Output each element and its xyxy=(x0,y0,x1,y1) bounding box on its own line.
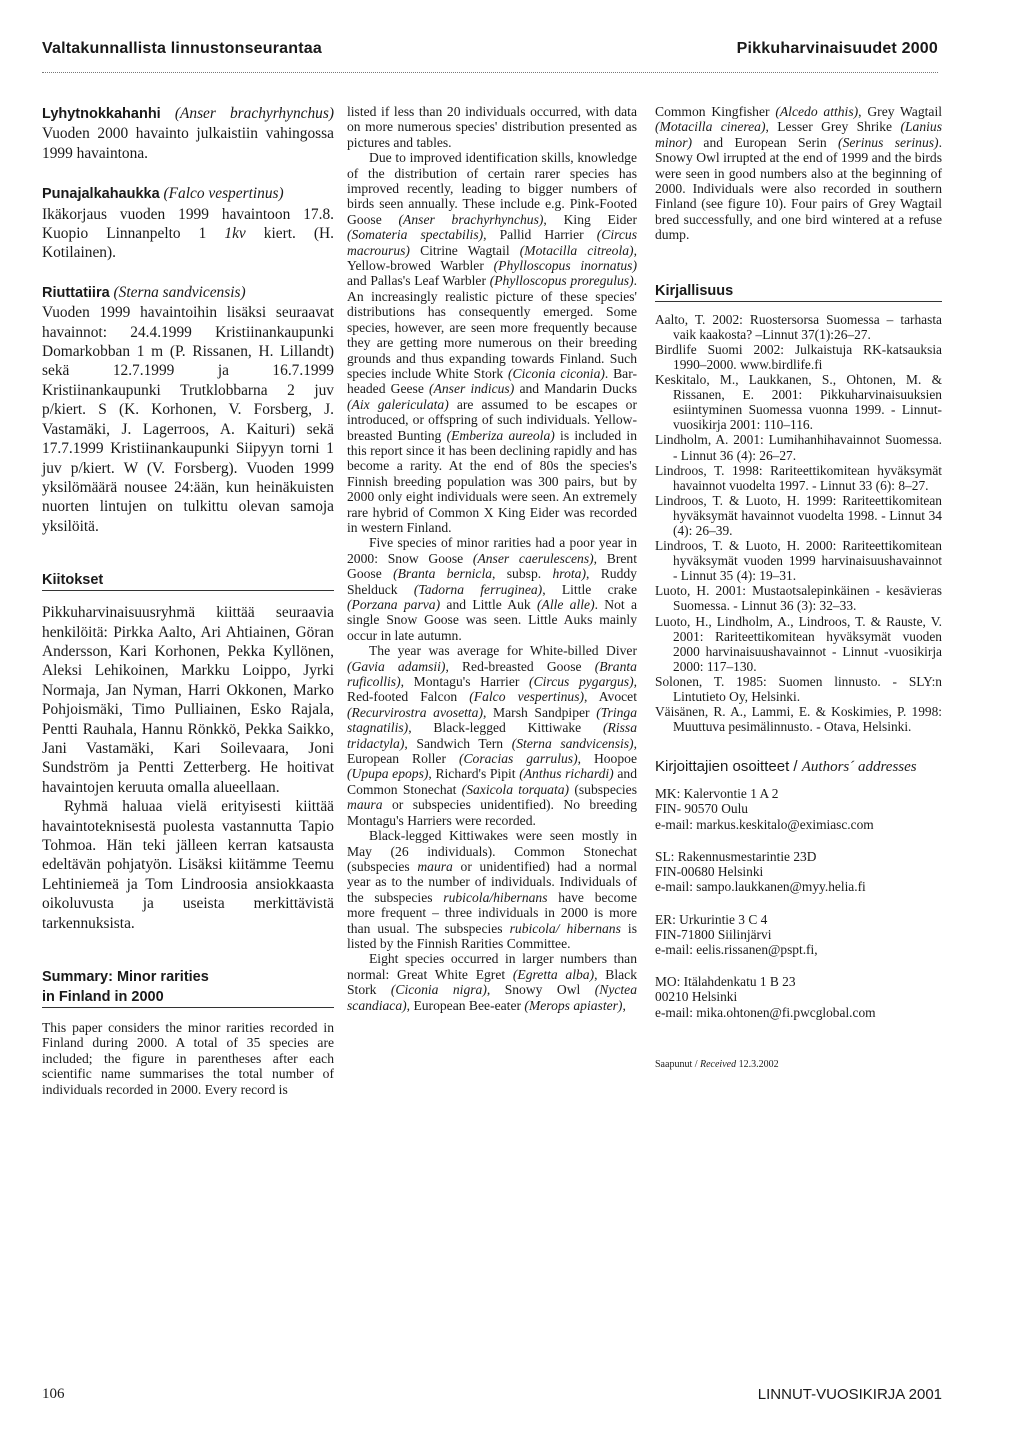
text-run: Common Kingfisher xyxy=(655,104,770,119)
text-run: and Common Stonechat xyxy=(347,766,637,797)
address-line: FIN- 90570 Oulu xyxy=(655,801,748,817)
summary-title-line-2: in Finland in 2000 xyxy=(42,987,334,1008)
scientific-name: (Serinus serinus) xyxy=(838,134,939,150)
scientific-name: (Saxicola torquata) xyxy=(461,781,570,797)
text-run: , European Roller xyxy=(347,735,637,767)
text-run: , Montagu's Harrier xyxy=(400,674,520,690)
species-entry-vespertinus xyxy=(42,184,334,263)
text-run: , Richard's Pipit xyxy=(428,766,516,782)
address-line: MO: Itälahdenkatu 1 B 23 xyxy=(655,974,796,990)
text-run: . Not a single Snow Goose was seen. Little Auks mainly occur in late autumn. xyxy=(347,597,637,643)
page-number: 106 xyxy=(42,1386,65,1402)
address-block xyxy=(655,849,942,895)
scientific-name: (Motacilla cinerea) xyxy=(655,119,766,135)
reference-item: Luoto, H. 2001: Mustaotsalepinkäinen - kesävieras Suomessa. - Linnut 36 (3): 32–33. xyxy=(655,583,942,614)
reference-list xyxy=(655,312,942,735)
scientific-name: (Circus macrourus) xyxy=(347,227,637,258)
scientific-name: (Ciconia ciconia) xyxy=(507,365,605,381)
text-run: and Pallas's Leaf Warbler xyxy=(347,273,486,289)
text-run: , Little crake xyxy=(542,581,637,597)
scientific-name: (Coracias garrulus) xyxy=(458,751,578,767)
text-run: , Black-legged Kittiwake xyxy=(408,720,582,736)
summary-p2 xyxy=(347,150,637,535)
scientific-name: (Branta ruficollis) xyxy=(347,658,637,690)
scientific-name: (Phylloscopus proregulus) xyxy=(489,273,634,289)
text-run: . Snowy Owl irrupted at the end of 1999 and the birds were seen in good numbers also at the beginning of 2000. Individuals were also recorded in southern Finland (see figure 10). Four pairs of Grey Wagtail bred successfully, and one bird wintered at a refuse dump. xyxy=(655,134,942,243)
text-run: , Black Stork xyxy=(347,966,637,998)
email-address: e-mail: markus.keskitalo@eximiasc.com xyxy=(655,816,874,832)
text-run: , King Eider xyxy=(543,211,637,227)
species-entry-sandvicensis xyxy=(42,283,334,536)
text-run: Eight species occurred in larger numbers than normal: Great White Egret xyxy=(347,951,637,982)
species-name: Punajalkahaukka xyxy=(42,186,160,203)
summary-p1: listed if less than 20 individuals occurred, with data on more numerous species' distribution presented as pictures and tables. xyxy=(347,104,637,150)
address-block xyxy=(655,786,942,832)
text-run: (subspecies xyxy=(574,781,637,797)
scientific-name: (Alcedo atthis) xyxy=(775,104,859,119)
reference-item: Väisänen, R. A., Lammi, E. & Koskimies, P. 1998: Muuttuva pesimälinnusto. - Otava, Helsinki. xyxy=(655,704,942,735)
scientific-name: hrota) xyxy=(552,566,586,582)
text-run: , Red-breasted Goose xyxy=(445,658,582,674)
text-run: , Pallid Harrier xyxy=(483,227,584,243)
scientific-name: (Anser caerulescens) xyxy=(472,550,594,566)
scientific-name: maura xyxy=(417,858,453,874)
text-run: or unidentified) had a normal year as to the number of individuals. Individuals of the subspecies xyxy=(347,858,637,905)
scientific-name: (Motacilla citreola) xyxy=(519,242,634,258)
text-run: or subspecies unidentified). No breeding Montagu's Harriers were recorded. xyxy=(347,797,637,828)
scientific-name: (Egretta alba) xyxy=(512,966,595,982)
summary-title-line-1: Summary: Minor rarities xyxy=(42,969,209,986)
reference-item: Solonen, T. 1985: Suomen linnusto. - SLY:n Lintutieto Oy, Helsinki. xyxy=(655,673,942,704)
scientific-name: maura xyxy=(347,797,383,813)
scientific-name: (Branta bernicla xyxy=(393,566,493,582)
text-run: , Brent Goose xyxy=(347,550,638,582)
addresses-heading xyxy=(655,758,942,776)
text-run: . An increasingly realistic picture of these species' distributions has consequently emerged. Some species, however, are seen more frequently because they are getting more numerous on their breeding grounds and thus expanding towards Finland. Such species include White Stork xyxy=(347,273,637,381)
species-text: Vuoden 2000 havainto julkaistiin vahingossa 1999 havaintona. xyxy=(42,125,334,162)
header-divider xyxy=(42,72,938,73)
text-run: Due to improved identification skills, knowledge of the distribution of certain rarer species has improved recently, leading to bigger numbers of birds seen annually. These include e.g. Pink-Footed Goose xyxy=(347,150,637,227)
species-entry-brachyrhynchus xyxy=(42,104,334,163)
reference-item: Birdlife Suomi 2002: Julkaistuja RK-katsauksia 1990–2000. www.birdlife.fi xyxy=(655,341,942,372)
summary-p6 xyxy=(347,951,637,1013)
text-run: is listed by the Finnish Rarities Committee. xyxy=(347,920,637,951)
address-block xyxy=(655,912,942,958)
text-run: Kirjoittajien osoitteet / xyxy=(655,758,798,776)
scientific-name: rubicola/ hibernans xyxy=(509,920,621,936)
text-run: , Avocet xyxy=(584,689,637,705)
summary-p4 xyxy=(347,643,637,828)
text-run: , Hoopoe xyxy=(577,751,637,767)
reference-item: Aalto, T. 2002: Ruostersorsa Suomessa – tarhasta vaik kaakosta? –Linnut 37(1):26–27. xyxy=(655,311,942,342)
scientific-name: (Anser indicus) xyxy=(429,381,515,397)
scientific-name: (Sterna sandvicensis) xyxy=(113,283,246,301)
reference-item: Luoto, H., Lindholm, A., Lindroos, T. & Rauste, V. 2001: Rariteettikomitean hyväksymät vuoden 2000 harvinaisuushavainnot - Linnut -vuosikirja 2000: 117–130. xyxy=(655,613,942,674)
address-line: MK: Kalervontie 1 A 2 xyxy=(655,786,779,802)
species-text: Ikäkorjaus vuoden 1999 havaintoon 17.8. Kuopio Linnanpelto 1 xyxy=(42,205,334,243)
email-address: e-mail: eelis.rissanen@pspt.fi, xyxy=(655,941,818,957)
scientific-name: (Falco vespertinus) xyxy=(469,689,585,705)
text-run: , xyxy=(622,997,626,1013)
text-run: and Mandarin Ducks xyxy=(519,381,637,397)
address-block xyxy=(655,974,942,1020)
email-address: e-mail: mika.ohtonen@fi.pwcglobal.com xyxy=(655,1004,876,1020)
column-right xyxy=(655,104,942,1070)
journal-name: LINNUT-VUOSIKIRJA 2001 xyxy=(757,1386,942,1403)
scientific-name: Authors´ addresses xyxy=(801,759,917,776)
scientific-name: (Merops apiaster) xyxy=(524,997,623,1013)
text-run: , Yellow-browed Warbler xyxy=(347,242,637,274)
text-run: Five species of minor rarities had a poor year in 2000: Snow Goose xyxy=(347,535,637,566)
text-run: . Bar-headed Geese xyxy=(347,365,638,397)
scientific-name: (Tringa stagnatilis) xyxy=(347,704,637,736)
scientific-name: (Aix galericulata) xyxy=(347,396,449,412)
address-line: FIN-00680 Helsinki xyxy=(655,864,764,880)
scientific-name: (Falco vespertinus) xyxy=(163,185,284,203)
text-run: The year was average for White-billed Diver xyxy=(369,643,637,659)
text-run: Black-legged Kittiwakes were seen mostly in May (26 individuals). Common Stonechat (subspecies xyxy=(347,828,637,874)
scientific-name: (Phylloscopus inornatus) xyxy=(493,258,637,274)
text-run: , Sandwich Tern xyxy=(404,735,504,751)
scientific-name: (Somateria spectabilis) xyxy=(347,227,484,243)
scientific-name: (Tadorna ferruginea) xyxy=(413,581,543,597)
email-address: e-mail: sampo.laukkanen@myy.helia.fi xyxy=(655,879,866,895)
address-line: ER: Urkurintie 3 C 4 xyxy=(655,911,768,927)
species-name: Lyhytnokkahanhi xyxy=(42,106,161,122)
summary-p3 xyxy=(347,535,637,643)
species-text: kiert. (H. Kotilainen). xyxy=(42,225,334,262)
text-run: 12.3.2002 xyxy=(738,1058,779,1070)
text-run: have become more frequent – three individuals in 2000 is more than usual. The subspecies xyxy=(347,889,637,936)
scientific-name: (Gavia adamsii) xyxy=(347,658,446,674)
scientific-name: (Ciconia nigra) xyxy=(390,982,487,998)
reference-item: Lindroos, T. & Luoto, H. 2000: Rariteettikomitean hyväksymät vuoden 1999 harvinaisuushavainnot - Linnut 35 (4): 19–31. xyxy=(655,538,942,584)
summary-p5 xyxy=(347,828,637,951)
column-left xyxy=(42,104,334,1097)
text-run: Citrine Wagtail xyxy=(420,242,510,258)
scientific-name: (Porzana parva) xyxy=(347,597,441,612)
section-heading-thanks: Kiitokset xyxy=(42,570,334,591)
species-name: Riuttatiira xyxy=(42,284,110,301)
text-run: , Grey Wagtail xyxy=(858,104,942,119)
text-run: , European Bee-eater xyxy=(406,997,522,1013)
scientific-name: (Circus pygargus) xyxy=(529,674,634,690)
species-text: Vuoden 1999 havaintoihin lisäksi seuraavat havainnot: 24.4.1999 Kristiinankaupunki Domarkobban 1 m (P. Rissanen, H. Lillandt) sekä 12.7.1999 ja 16.7.1999 Kristiinankaupunki Trutklobbarna 2 juv p/kiert. S (K. Korhonen, V. Forsberg, J. Vastamäki, J. Lagerroos, A. Kaituri) sekä 17.7.1999 Kristiinankaupunki Siipyyn torni 1 juv p/kiert. W (V. Forsberg). Vuoden 1999 yksilömäärä nousee 24:ään, kun heinäkuisten nuorten lintujen on tulkittu olevan samoja yksilöitä. xyxy=(42,304,334,535)
text-run: and Little Auk xyxy=(446,597,531,612)
running-header-right: Pikkuharvinaisuudet 2000 xyxy=(736,40,938,57)
age-code: 1kv xyxy=(224,225,246,243)
address-line: 00210 Helsinki xyxy=(655,989,738,1005)
thanks-paragraph-1: Pikkuharvinaisuusryhmä kiittää seuraavia henkilöitä: Pirkka Aalto, Ari Ahtiainen, Göran Andersson, Kari Korhonen, Pekka Kyllönen, Aleksi Lehikoinen, Markku Loippo, Jyrki Normaja, Jan Nyman, Harri Okkonen, Marko Pohjoismäki, Timo Pulliainen, Esko Rajala, Pentti Rauhala, Hannu Rönkkö, Pekka Saikko, Jani Vastamäki, Kari Soilevaara, Joni Sundström ja Pentti Zetterberg. He hoitivat havaintojen keruuta omalla alueellaan. xyxy=(42,604,334,796)
text-run: Saapunut / xyxy=(655,1058,698,1070)
text-run: , Lesser Grey Shrike xyxy=(765,119,893,135)
text-run: , Snowy Owl xyxy=(486,982,581,998)
scientific-name: (Alle alle) xyxy=(536,597,595,612)
scientific-name: (Recurvirostra avosetta) xyxy=(347,704,484,720)
reference-item: Lindholm, A. 2001: Lumihanhihavainnot Suomessa. - Linnut 36 (4): 26–27. xyxy=(655,432,942,463)
address-line: FIN-71800 Siilinjärvi xyxy=(655,926,772,942)
scientific-name: (Nyctea scandiaca) xyxy=(347,982,637,1013)
scientific-name: (Anthus richardi) xyxy=(519,766,614,782)
section-heading-summary xyxy=(42,967,334,1008)
running-header-left: Valtakunnallista linnustonseurantaa xyxy=(42,40,322,57)
text-run: , Ruddy Shelduck xyxy=(347,566,637,597)
scientific-name: (Upupa epops) xyxy=(347,766,429,782)
reference-item: Keskitalo, M., Laukkanen, S., Ohtonen, M. & Rissanen, E. 2001: Pikkuharvinaisuuksien esiintyminen Suomessa vuonna 1999. - Linnut-vuosikirja 2001: 110–116. xyxy=(655,372,942,433)
text-run: , Red-footed Falcon xyxy=(347,674,637,705)
section-heading-references: Kirjallisuus xyxy=(655,281,942,302)
reference-item: Lindroos, T. 1998: Rariteettikomitean hyväksymät havainnot vuodelta 1997. - Linnut 33 (6): 8–27. xyxy=(655,462,942,493)
scientific-name: (Lanius minor) xyxy=(655,119,942,150)
text-run: , subsp. xyxy=(492,566,542,582)
scientific-name: (Rissa tridactyla) xyxy=(347,720,637,751)
scientific-name: (Anser brachyrhynchus) xyxy=(398,211,544,227)
text-run: are assumed to be escapes or introduced, or offspring of such individuals. Yellow-breasted Bunting xyxy=(347,396,638,443)
reference-item: Lindroos, T. & Luoto, H. 1999: Rariteettikomitean hyväksymät havainnot vuodelta 1998. - Linnut 34 (4): 26–39. xyxy=(655,492,942,538)
text-run: , Marsh Sandpiper xyxy=(483,704,590,720)
column-middle xyxy=(347,104,637,1013)
summary-paragraph: This paper considers the minor rarities recorded in Finland during 2000. A total of 35 species are included; the figure in parentheses after each scientific name summarises the total number of individuals recorded in 2000. Every record is xyxy=(42,1020,334,1097)
scientific-name: Received xyxy=(700,1058,737,1070)
address-line: SL: Rakennusmestarintie 23D xyxy=(655,848,817,864)
address-list xyxy=(655,786,942,1019)
summary-p7 xyxy=(655,104,942,243)
scientific-name: rubicola/hibernans xyxy=(443,889,548,905)
text-run: and European Serin xyxy=(703,134,827,150)
thanks-paragraph-2: Ryhmä haluaa vielä erityisesti kiittää havaintoteknisestä puolesta vastannutta Tapio Tohmoa. Hän teki jälleen kerran katsausta edeltävän pohjatyön. Lisäksi kiitämme Teemu Lehtiniemeä ja Tom Lindroosia ansiokkaasta oikoluvusta ja useista merkittävistä tarkennuksista. xyxy=(42,798,334,932)
received-date xyxy=(655,1059,942,1070)
scientific-name: (Emberiza aureola) xyxy=(446,427,555,443)
scientific-name: (Sterna sandvicensis) xyxy=(511,735,634,751)
scientific-name: (Anser brachyrhynchus) xyxy=(174,105,334,122)
text-run: is included in this report since it has been declining rapidly and has become a rarity. At the end of 80s the species's Finnish breeding population was 300 pairs, but by 2000 only eight individuals were seen. An extremely rare hybrid of Common X King Eider was recorded in western Finland. xyxy=(347,427,637,535)
